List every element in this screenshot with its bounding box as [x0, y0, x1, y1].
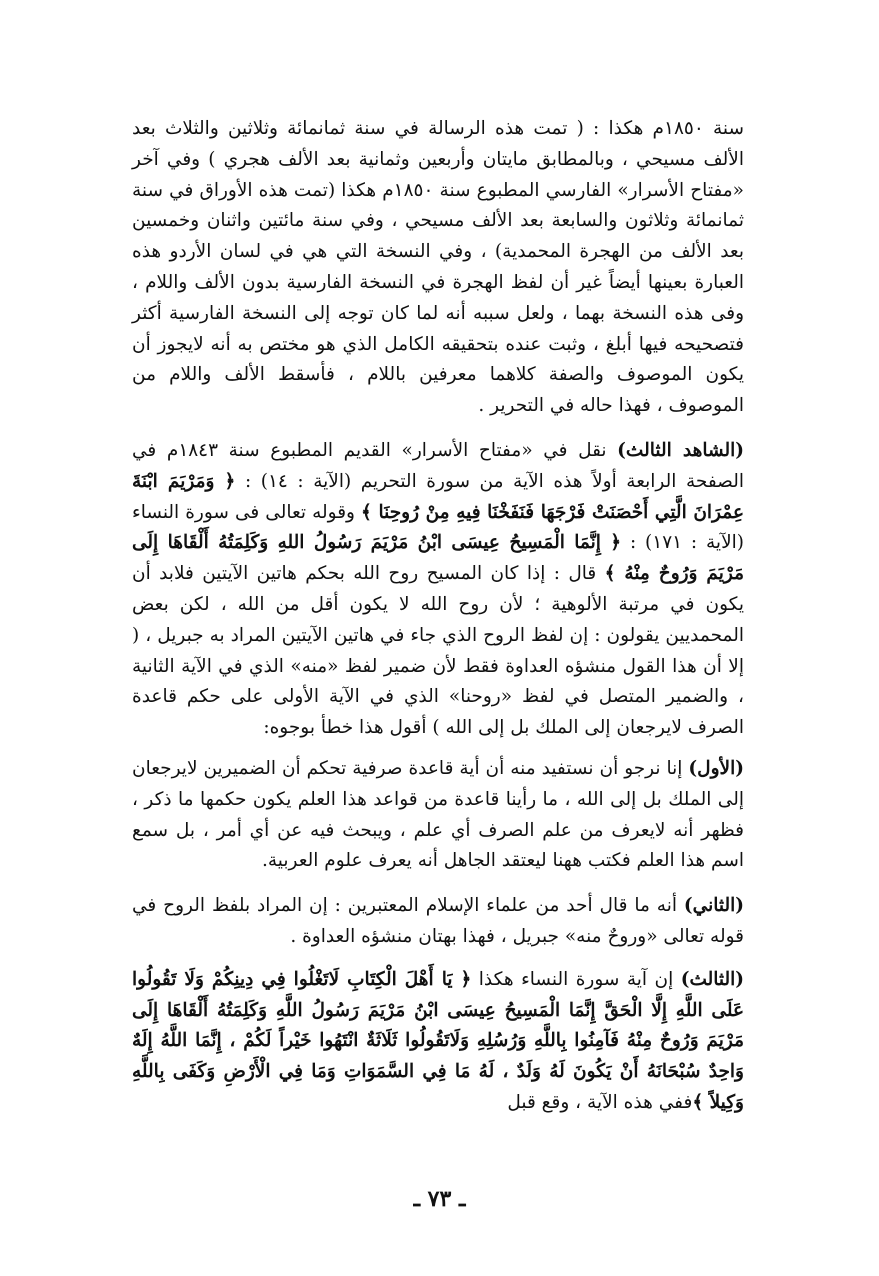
quran-verse: ﴿ وَمَرْيَمَ ابْنَةَ عِمْرَانَ الَّتِي أَحْصَنَتْ فَرْجَهَا فَنَفَخْنَا فِيهِ مِنْ رُوحِنَا ﴾: [132, 470, 744, 523]
paragraph-third-witness: [132, 436, 744, 744]
paragraph-lead: (الثاني): [683, 895, 744, 917]
paragraph-lead: (الشاهد الثالث): [617, 439, 745, 461]
paragraph-first-point: [132, 754, 744, 877]
paragraph-continuation: [132, 114, 744, 422]
paragraph-text: نقل في «مفتاح الأسرار» القديم المطبوع سنة ١٨٤٣م في الصفحة الرابعة أولاً هذه الآية من سورة التحريم (الآية : ١٤) :: [132, 439, 744, 492]
paragraph-lead: (الأول): [688, 757, 744, 779]
paragraph-text: إنا نرجو أن نستفيد منه أن أية قاعدة صرفية تحكم أن الضميرين لايرجعان إلى الملك بل إلى الله ، ما رأينا قاعدة من قواعد هذا العلم يكون حكمها ما ذكر ، فظهر أنه لايعرف من علم الصرف أي علم ، ويبحث فيه عن أي أمر ، بل سمع اسم هذا العلم فكتب ههنا ليعتقد الجاهل أنه يعرف علوم العربية.: [132, 757, 744, 872]
quran-verse: ﴿ يَا أَهْلَ الْكِتَابِ لَاتَغْلُوا فِي دِينِكُمْ وَلَا تَقُولُوا عَلَى اللَّهِ إِلَّا الْحَقَّ إِنَّمَا الْمَسِيحُ عِيسَى ابْنُ مَرْيَمَ رَسُولُ اللَّهِ وَكَلِمَتُهُ أَلْقَاهَا إِلَى مَرْيَمَ وَرُوحٌ مِنْهُ فَآمِنُوا بِاللَّهِ وَرُسُلِهِ وَلَاتَقُولُوا ثَلَاثَةٌ انْتَهُوا خَيْراً لَكُمْ ، إِنَّمَا اللَّهُ إِلَهٌ وَاحِدٌ سُبْحَانَهُ أَنْ يَكُونَ لَهُ وَلَدٌ ، لَهُ مَا فِي السَّمَوَاتِ وَمَا فِي الْأَرْضِ وَكَفَى بِاللَّهِ وَكِيلاً ﴾: [132, 968, 744, 1113]
paragraph-lead: (الثالث): [680, 968, 744, 990]
paragraph-text: ففي هذه الآية ، وقع قبل: [507, 1091, 693, 1113]
paragraph-text: قال : إذا كان المسيح روح الله بحكم هاتين الآيتين فلابد أن يكون في مرتبة الألوهية ؛ لأن روح الله لا يكون أقل من الله ، لكن بعض المحمديين يقولون : إن لفظ الروح الذي جاء في هاتين الآيتين المراد به جبريل ، ( إلا أن هذا القول منشؤه العداوة فقط لأن ضمير لفظ «منه» الذي في الآية الثانية ، والضمير المتصل في لفظ «روحنا» الذي في الآية الأولى على حكم قاعدة الصرف لايرجعان إلى الملك بل إلى الله ) أقول هذا خطأ بوجوه:: [132, 563, 744, 739]
paragraph-text: إن آية سورة النساء هكذا: [471, 968, 681, 990]
paragraph-third-point: [132, 965, 744, 1119]
quran-verse: ﴿ إِنَّمَا الْمَسِيحُ عِيسَى ابْنُ مَرْيَمَ رَسُولُ اللهِ وَكَلِمَتُهُ أَلْقَاهَا إِلَى مَرْيَمَ وَرُوحٌ مِنْهُ ﴾: [132, 532, 744, 585]
document-page: [132, 114, 744, 1119]
paragraph-text: أنه ما قال أحد من علماء الإسلام المعتبرين : إن المراد بلفظ الروح في قوله تعالى «وروحٌ منه» جبريل ، فهذا بهتان منشؤه العداوة .: [132, 895, 744, 947]
paragraph-text: وقوله تعالى فى سورة النساء (الآية : ١٧١) :: [132, 501, 744, 554]
paragraph-second-point: [132, 891, 744, 953]
paragraph-text: سنة ١٨٥٠م هكذا : ( تمت هذه الرسالة في سنة ثمانمائة وثلاثين والثلاث بعد الألف مسيحي ، وبالمطابق مايتان وأربعين وثمانية بعد الألف هجري ) وفي آخر «مفتاح الأسرار» الفارسي المطبوع سنة ١٨٥٠م هكذا (تمت هذه الأوراق في سنة ثمانمائة وثلاثون والسابعة بعد الألف مسيحي ، وفي سنة مائتين واثنان وخمسين بعد الألف من الهجرة المحمدية) ، وفي النسخة التي هي في لسان الأردو هذه العبارة بعينها أيضاً غير أن لفظ الهجرة في النسخة الفارسية بدون الألف واللام ، وفى هذه النسخة بهما ، ولعل سببه أنه لما كان توجه إلى النسخة الفارسية أكثر فتصحيحه فيها أبلغ ، وثبت عنده بتحقيقه الكامل الذي هو مختص به أنه لايجوز أن يكون الموصوف والصفة كلاهما معرفين باللام ، فأسقط الألف واللام من الموصوف ، فهذا حاله في التحرير .: [132, 118, 744, 417]
page-number: ـ ٧٣ ـ: [413, 1186, 466, 1212]
